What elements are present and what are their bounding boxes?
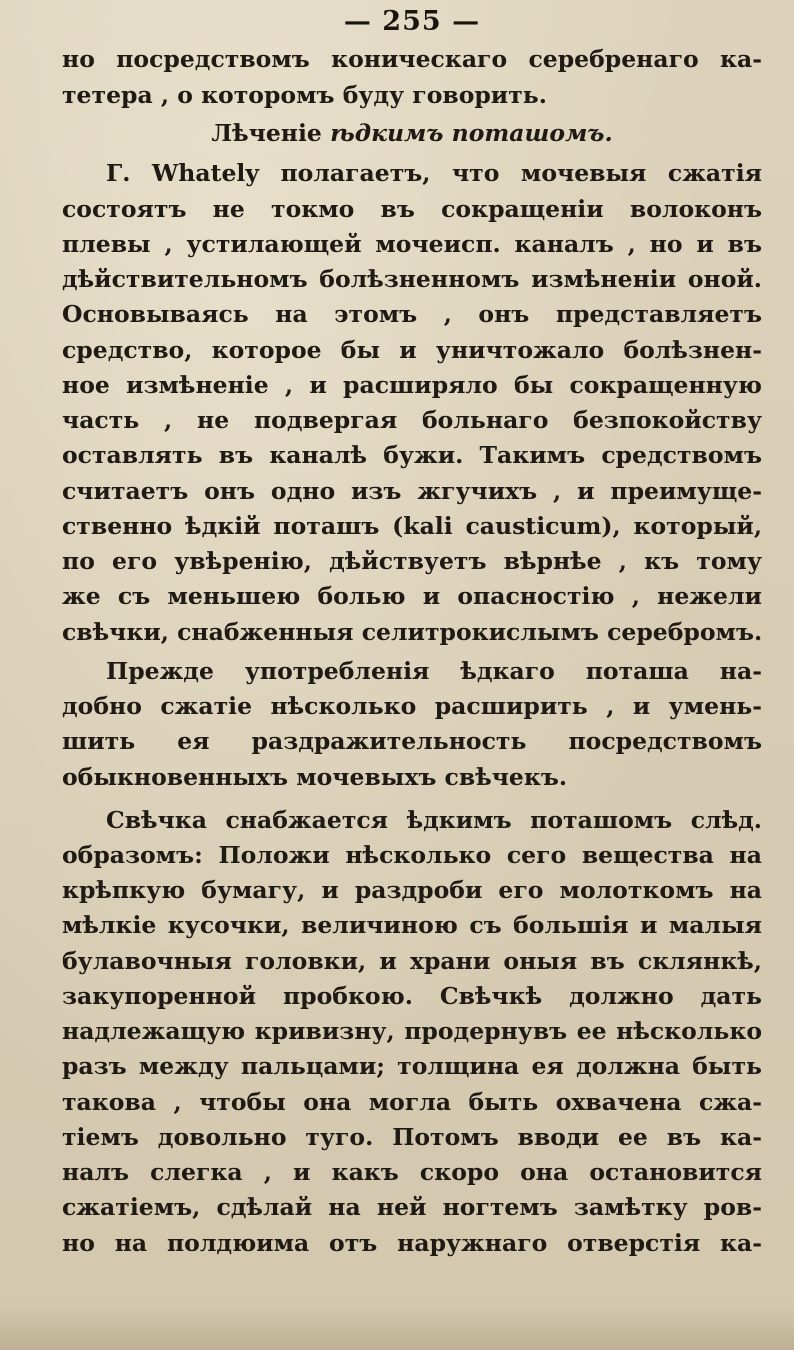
text-line: сжатіемъ, сдѣлай на ней ногтемъ замѣтку ров-	[62, 1193, 762, 1221]
section-heading	[62, 118, 762, 148]
text-line: образомъ: Положи нѣсколько сего вещества на	[62, 841, 762, 869]
text-line: считаетъ онъ одно изъ жгучихъ , и преимуще-	[62, 477, 762, 505]
text-line: закупоренной пробкою. Свѣчкѣ должно дать	[62, 982, 762, 1010]
text-line: Г. Whately полагаетъ, что мочевыя сжатія	[106, 159, 762, 187]
text-line: булавочныя головки, и храни оныя въ склянкѣ,	[62, 947, 762, 975]
text-line: ное измѣненіе , и расширяло бы сокращенную	[62, 371, 762, 399]
heading-italic: ѣдкимъ поташомъ.	[330, 119, 613, 147]
page-number: — 255 —	[343, 6, 481, 37]
text-line: налъ слегка , и какъ скоро она остановится	[62, 1158, 762, 1186]
text-line: обыкновенныхъ мочевыхъ свѣчекъ.	[62, 763, 568, 791]
text-line: разъ между пальцами; толщина ея должна быть	[62, 1052, 762, 1080]
text-line: такова , чтобы она могла быть охвачена сжа-	[62, 1088, 762, 1116]
text-line: средство, которое бы и уничтожало болѣзнен-	[62, 336, 762, 364]
text-line: добно сжатіе нѣсколько расширить , и умень-	[62, 692, 762, 720]
text-line: тіемъ довольно туго. Потомъ вводи ее въ ка-	[62, 1123, 762, 1151]
text-line: тетера , о которомъ буду говорить.	[62, 81, 547, 109]
text-line: шить ея раздражительность посредствомъ	[62, 727, 762, 755]
text-line: ственно ѣдкій поташъ (kali causticum), который,	[62, 512, 762, 540]
text-line: надлежащую кривизну, продернувъ ее нѣсколько	[62, 1017, 762, 1045]
text-line: плевы , устилающей мочеисп. каналъ , но и въ	[62, 230, 762, 258]
text-line: Прежде употребленія ѣдкаго поташа на-	[106, 657, 762, 685]
text-line: свѣчки, снабженныя селитрокислымъ серебромъ.	[62, 618, 763, 646]
text-line: дѣйствительномъ болѣзненномъ измѣненіи оной.	[62, 265, 762, 293]
text-line: по его увѣренію, дѣйствуетъ вѣрнѣе , къ тому	[62, 547, 762, 575]
text-line: Основываясь на этомъ , онъ представляетъ	[62, 300, 762, 328]
heading-prefix: Лѣченіе	[211, 119, 322, 147]
text-line: Свѣчка снабжается ѣдкимъ поташомъ слѣд.	[106, 806, 762, 834]
text-line: часть , не подвергая больнаго безпокойству	[62, 406, 762, 434]
text-line: же съ меньшею болью и опасностію , нежели	[62, 582, 762, 610]
text-line: крѣпкую бумагу, и раздроби его молоткомъ на	[62, 876, 762, 904]
text-line: мѣлкіе кусочки, величиною съ большія и малыя	[62, 911, 762, 939]
page-bottom-shadow	[0, 1306, 794, 1350]
text-line: но посредствомъ коническаго серебренаго ка-	[62, 45, 762, 73]
text-line: состоятъ не токмо въ сокращеніи волоконъ	[62, 195, 762, 223]
text-line: но на полдюима отъ наружнаго отверстія ка-	[62, 1229, 762, 1257]
text-line: оставлять въ каналѣ бужи. Такимъ средствомъ	[62, 441, 762, 469]
